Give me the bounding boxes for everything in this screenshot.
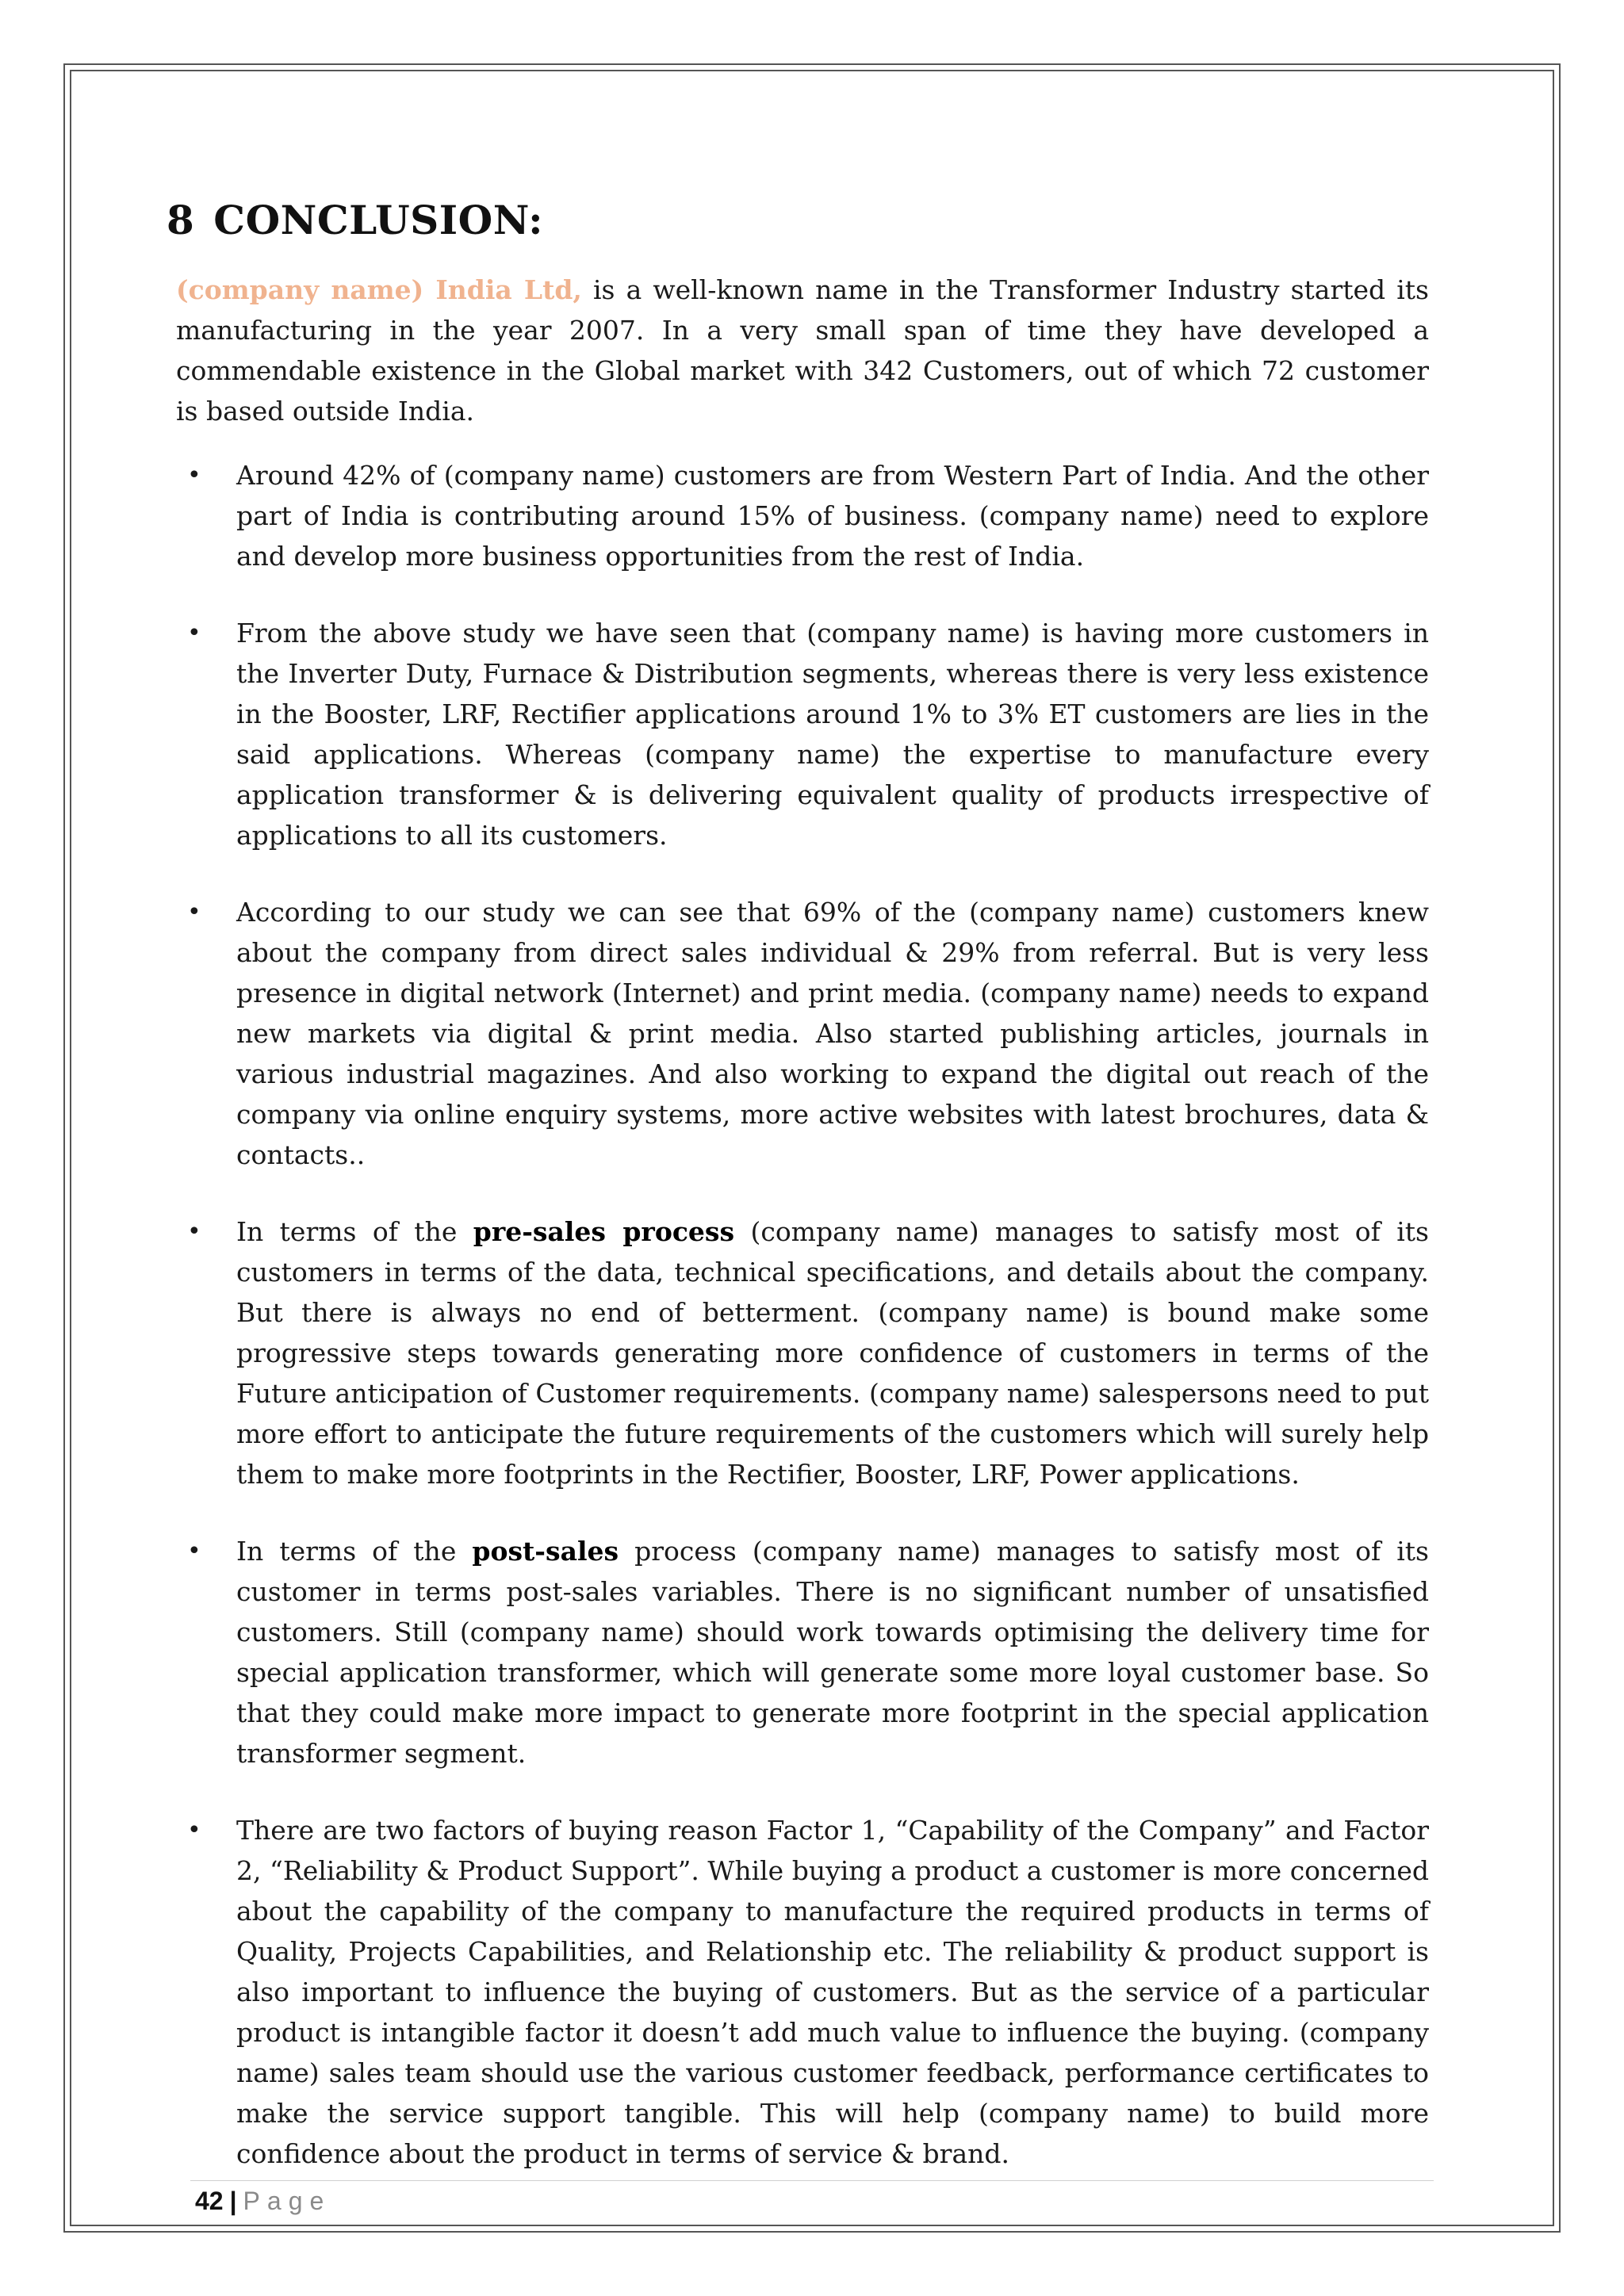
- intro-paragraph: [176, 270, 1429, 431]
- list-item: [176, 1531, 1429, 1774]
- list-item-text: According to our study we can see that 69% of the (company name) customers knew about the company from direct sales individual & 29% from referral. But is very less presence in digital network (Internet) and print media. (company name) needs to expand new markets via digital & print media. Also started publishing articles, journals in various industrial magazines. And also working to expand the digital out reach of the company via online enquiry systems, more active websites with latest brochures, data & contacts..: [236, 897, 1429, 1170]
- pre-sales-emphasis: pre-sales process: [473, 1216, 735, 1247]
- bullet-icon: •: [187, 1816, 201, 1844]
- list-item-text: Around 42% of (company name) customers are from Western Part of India. And the other part of India is contributing around 15% of business. (company name) need to explore and develop more business opportunities from the rest of India.: [236, 460, 1429, 572]
- footer-separator: |: [229, 2187, 237, 2215]
- list-item-text-pre: In terms of the: [236, 1536, 473, 1567]
- company-name-highlight: (company name) India Ltd,: [176, 274, 582, 305]
- list-item: [176, 1211, 1429, 1494]
- conclusion-list: [176, 455, 1429, 2174]
- list-item-text-pre: In terms of the: [236, 1216, 473, 1247]
- section-heading: [167, 197, 543, 243]
- page-number: 42: [195, 2187, 224, 2215]
- document-body: [176, 270, 1429, 2210]
- page-label: Page: [243, 2187, 331, 2215]
- list-item: [176, 1810, 1429, 2174]
- list-item: [176, 613, 1429, 855]
- post-sales-emphasis: post-sales: [472, 1536, 619, 1567]
- intro-text: is a well-known name in the Transformer Industry started its manufacturing in the year 2007. In a very small span of time they have developed a commendable existence in the Global market with 342 Customers, out of which 72 customer is based outside India.: [176, 274, 1429, 427]
- page-footer: [195, 2187, 331, 2216]
- list-item-text: There are two factors of buying reason Factor 1, “Capability of the Company” and Factor 2, “Reliability & Product Support”. While buying a product a customer is more concerned about the capability of the company to manufacture the required products in terms of Quality, Projects Capabilities, and Relationship etc. The reliability & product support is also important to influence the buying of customers. But as the service of a particular product is intangible factor it doesn’t add much value to influence the buying. (company name) sales team should use the various customer feedback, performance certificates to make the service support tangible. This will help (company name) to build more confidence about the product in terms of service & brand.: [236, 1815, 1429, 2169]
- section-title: CONCLUSION:: [213, 197, 544, 243]
- list-item: [176, 455, 1429, 576]
- list-item-text-post: process (company name) manages to satisfy most of its customer in terms post-sales variables. There is no significant number of unsatisfied customers. Still (company name) should work towards optimising the delivery time for special application transformer, which will generate some more loyal customer base. So that they could make more impact to generate more footprint in the special application transformer segment.: [236, 1536, 1429, 1769]
- bullet-icon: •: [187, 1218, 201, 1246]
- bullet-icon: •: [187, 898, 201, 926]
- bullet-icon: •: [187, 619, 201, 647]
- list-item-text: From the above study we have seen that (company name) is having more customers in the Inverter Duty, Furnace & Distribution segments, whereas there is very less existence in the Booster, LRF, Rectifier applications around 1% to 3% ET customers are lies in the said applications. Whereas (company name) the expertise to manufacture every application transformer & is delivering equivalent quality of products irrespective of applications to all its customers.: [236, 618, 1429, 851]
- list-item: [176, 892, 1429, 1175]
- list-item-text-post: (company name) manages to satisfy most of its customers in terms of the data, technical specifications, and details about the company. But there is always no end of betterment. (company name) is bound make some progressive steps towards generating more confidence of customers in terms of the Future anticipation of Customer requirements. (company name) salespersons need to put more effort to anticipate the future requirements of the customers which will surely help them to make more footprints in the Rectifier, Booster, LRF, Power applications.: [236, 1216, 1429, 1490]
- bullet-icon: •: [187, 1537, 201, 1565]
- section-number: 8: [167, 197, 195, 243]
- bullet-icon: •: [187, 461, 201, 489]
- footer-divider: [190, 2180, 1434, 2181]
